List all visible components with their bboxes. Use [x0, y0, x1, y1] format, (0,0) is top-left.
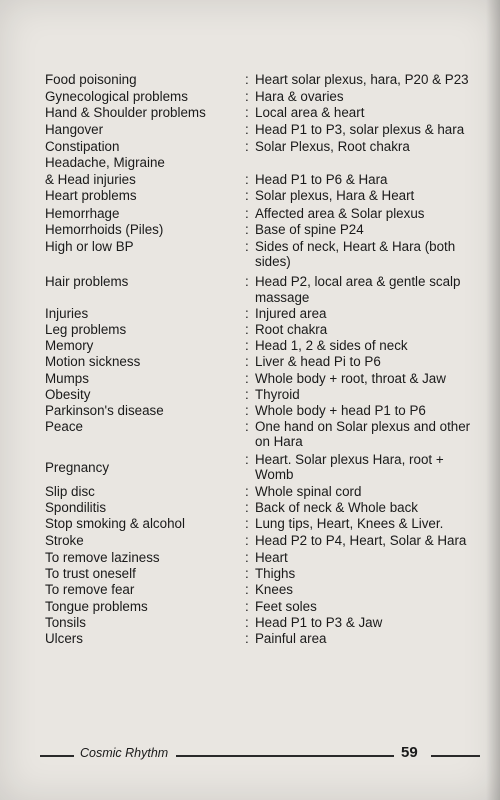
treatment-points: Whole spinal cord — [255, 484, 362, 500]
table-row — [45, 484, 485, 499]
treatment-points: Affected area & Solar plexus — [255, 205, 425, 221]
separator: : — [245, 138, 249, 154]
treatment-points: Injured area — [255, 305, 327, 321]
condition-term: Stroke — [45, 532, 84, 548]
treatment-points: Back of neck & Whole back — [255, 500, 418, 516]
table-row — [45, 615, 485, 630]
treatment-points: Knees — [255, 582, 293, 598]
table-row — [45, 582, 485, 597]
condition-term: Gynecological problems — [45, 89, 188, 105]
condition-term: Peace — [45, 419, 83, 435]
treatment-points: Local area & heart — [255, 105, 365, 121]
condition-term: Hemorrhoids (Piles) — [45, 221, 164, 237]
table-row — [45, 155, 485, 170]
treatment-points: Feet soles — [255, 598, 317, 614]
condition-term: Stop smoking & alcohol — [45, 516, 185, 532]
table-row — [45, 403, 485, 418]
separator: : — [245, 566, 249, 582]
condition-term: Constipation — [45, 138, 120, 154]
table-row — [45, 371, 485, 386]
separator: : — [245, 419, 249, 435]
treatment-points: Head P1 to P3, solar plexus & hara — [255, 121, 465, 137]
separator: : — [245, 239, 249, 255]
condition-term: To remove fear — [45, 582, 135, 598]
treatment-points: Root chakra — [255, 322, 328, 338]
condition-term: Obesity — [45, 386, 91, 402]
treatment-points: Solar plexus, Hara & Heart — [255, 188, 415, 204]
table-row — [45, 172, 485, 187]
table-row — [45, 354, 485, 369]
table-row — [45, 105, 485, 120]
condition-term: Ulcers — [45, 630, 83, 646]
separator: : — [245, 274, 249, 290]
separator: : — [245, 484, 249, 500]
treatment-points: Whole body + head P1 to P6 — [255, 403, 426, 419]
condition-term: Tonsils — [45, 614, 86, 630]
treatment-points: Thyroid — [255, 386, 300, 402]
separator: : — [245, 354, 249, 370]
condition-term: Mumps — [45, 370, 89, 386]
condition-term: Parkinson's disease — [45, 403, 164, 419]
table-row — [45, 500, 485, 515]
condition-term: To trust oneself — [45, 566, 136, 582]
treatment-points: Heart — [255, 549, 288, 565]
table-row — [45, 206, 485, 221]
table-row — [45, 222, 485, 237]
table-row — [45, 122, 485, 137]
treatment-points: Sides of neck, Heart & Hara (both sides) — [255, 239, 456, 270]
treatment-points: Head P2 to P4, Heart, Solar & Hara — [255, 532, 467, 548]
table-row — [45, 72, 485, 87]
condition-term: Memory — [45, 338, 94, 354]
table-row — [45, 89, 485, 104]
separator: : — [245, 121, 249, 137]
condition-term: Spondilitis — [45, 500, 107, 516]
page-footer — [40, 745, 480, 765]
separator: : — [245, 105, 249, 121]
separator: : — [245, 305, 249, 321]
treatment-points: Whole body + root, throat & Jaw — [255, 370, 446, 386]
table-row — [45, 566, 485, 581]
book-title: Cosmic Rhythm — [80, 746, 169, 760]
treatment-points: One hand on Solar plexus and other on Hara — [255, 419, 471, 450]
footer-rule-middle — [176, 755, 394, 757]
treatment-table — [45, 72, 485, 646]
treatment-points: Painful area — [255, 630, 327, 646]
treatment-points: Heart. Solar plexus Hara, root + Womb — [255, 451, 444, 482]
condition-term: Hangover — [45, 121, 104, 137]
treatment-points: Head P2, local area & gentle scalp massage — [255, 274, 461, 305]
treatment-points: Lung tips, Heart, Knees & Liver. — [255, 516, 444, 532]
treatment-points: Thighs — [255, 566, 296, 582]
treatment-points: Head P1 to P6 & Hara — [255, 172, 388, 188]
table-row — [45, 188, 485, 203]
separator: : — [245, 386, 249, 402]
treatment-points: Hara & ovaries — [255, 89, 344, 105]
separator: : — [245, 630, 249, 646]
table-row — [45, 338, 485, 353]
table-row — [45, 306, 485, 321]
condition-term: Motion sickness — [45, 354, 141, 370]
table-row — [45, 550, 485, 565]
separator: : — [245, 532, 249, 548]
treatment-points: Liver & head Pi to P6 — [255, 354, 381, 370]
condition-term: Pregnancy — [45, 459, 110, 475]
treatment-points: Base of spine P24 — [255, 221, 364, 237]
table-row — [45, 139, 485, 154]
condition-term: Headache, Migraine — [45, 155, 165, 171]
table-row — [45, 452, 485, 482]
table-row — [45, 533, 485, 548]
condition-term: To remove laziness — [45, 549, 160, 565]
separator: : — [245, 370, 249, 386]
condition-term: Hand & Shoulder problems — [45, 105, 206, 121]
table-row — [45, 387, 485, 402]
condition-term: Hemorrhage — [45, 205, 120, 221]
condition-term: Slip disc — [45, 484, 95, 500]
condition-term: High or low BP — [45, 239, 134, 255]
treatment-points: Head P1 to P3 & Jaw — [255, 614, 383, 630]
separator: : — [245, 403, 249, 419]
table-row — [45, 516, 485, 531]
condition-term: Heart problems — [45, 188, 137, 204]
table-row — [45, 322, 485, 337]
table-row — [45, 239, 485, 269]
separator: : — [245, 172, 249, 188]
table-row — [45, 631, 485, 646]
condition-term: Tongue problems — [45, 598, 148, 614]
table-row — [45, 274, 485, 304]
separator: : — [245, 188, 249, 204]
page-binding-shadow — [486, 0, 500, 800]
page-number: 59 — [401, 744, 418, 761]
separator: : — [245, 205, 249, 221]
separator: : — [245, 549, 249, 565]
condition-term: & Head injuries — [45, 172, 136, 188]
separator: : — [245, 582, 249, 598]
table-row — [45, 419, 485, 449]
condition-term: Leg problems — [45, 322, 127, 338]
separator: : — [245, 221, 249, 237]
treatment-points: Head 1, 2 & sides of neck — [255, 338, 408, 354]
separator: : — [245, 72, 249, 87]
separator: : — [245, 598, 249, 614]
separator: : — [245, 500, 249, 516]
footer-rule-left — [40, 755, 74, 757]
separator: : — [245, 322, 249, 338]
separator: : — [245, 614, 249, 630]
separator: : — [245, 338, 249, 354]
condition-term: Food poisoning — [45, 72, 137, 87]
condition-term: Hair problems — [45, 274, 129, 290]
condition-term: Injuries — [45, 305, 89, 321]
separator: : — [245, 451, 249, 467]
treatment-points: Solar Plexus, Root chakra — [255, 138, 410, 154]
separator: : — [245, 516, 249, 532]
table-row — [45, 599, 485, 614]
treatment-points: Heart solar plexus, hara, P20 & P23 — [255, 72, 469, 87]
separator: : — [245, 89, 249, 105]
footer-rule-right — [431, 755, 480, 757]
